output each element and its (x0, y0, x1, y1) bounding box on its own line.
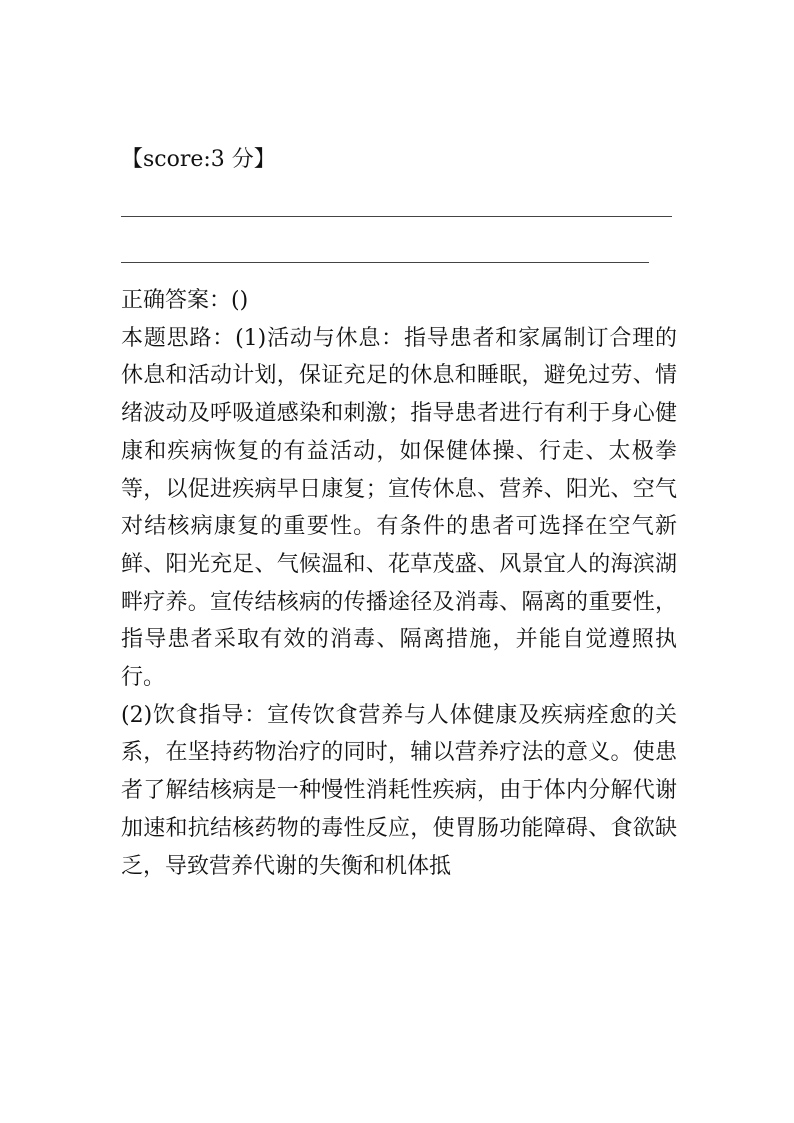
explanation-paragraph-1: 本题思路：(1)活动与休息：指导患者和家属制订合理的休息和活动计划，保证充足的休息和睡眠，避免过劳、情绪波动及呼吸道感染和刺激；指导患者进行有利于身心健康和疾病恢复的有益活动，如保健体操、行走、太极拳等，以促进疾病早日康复；宣传休息、营养、阳光、空气对结核病康复的重要性。有条件的患者可选择在空气新鲜、阳光充足、气候温和、花草茂盛、风景宜人的海滨湖畔疗养。宣传结核病的传播途径及消毒、隔离的重要性，指导患者采取有效的消毒、隔离措施，并能自觉遵照执行。 (121, 325, 677, 691)
answer-section (121, 282, 677, 885)
answer-blank-line-1 (121, 216, 672, 217)
answer-blank-line-2 (121, 262, 649, 263)
correct-answer-label: 正确答案：() (121, 288, 249, 313)
score-label: 【score:3 分】 (121, 147, 276, 172)
explanation-paragraph-2: (2)饮食指导：宣传饮食营养与人体健康及疾病痊愈的关系，在坚持药物治疗的同时，辅以营养疗法的意义。使患者了解结核病是一种慢性消耗性疾病，由于体内分解代谢加速和抗结核药物的毒性反应，使胃肠功能障碍、食欲缺乏，导致营养代谢的失衡和机体抵 (121, 702, 677, 879)
